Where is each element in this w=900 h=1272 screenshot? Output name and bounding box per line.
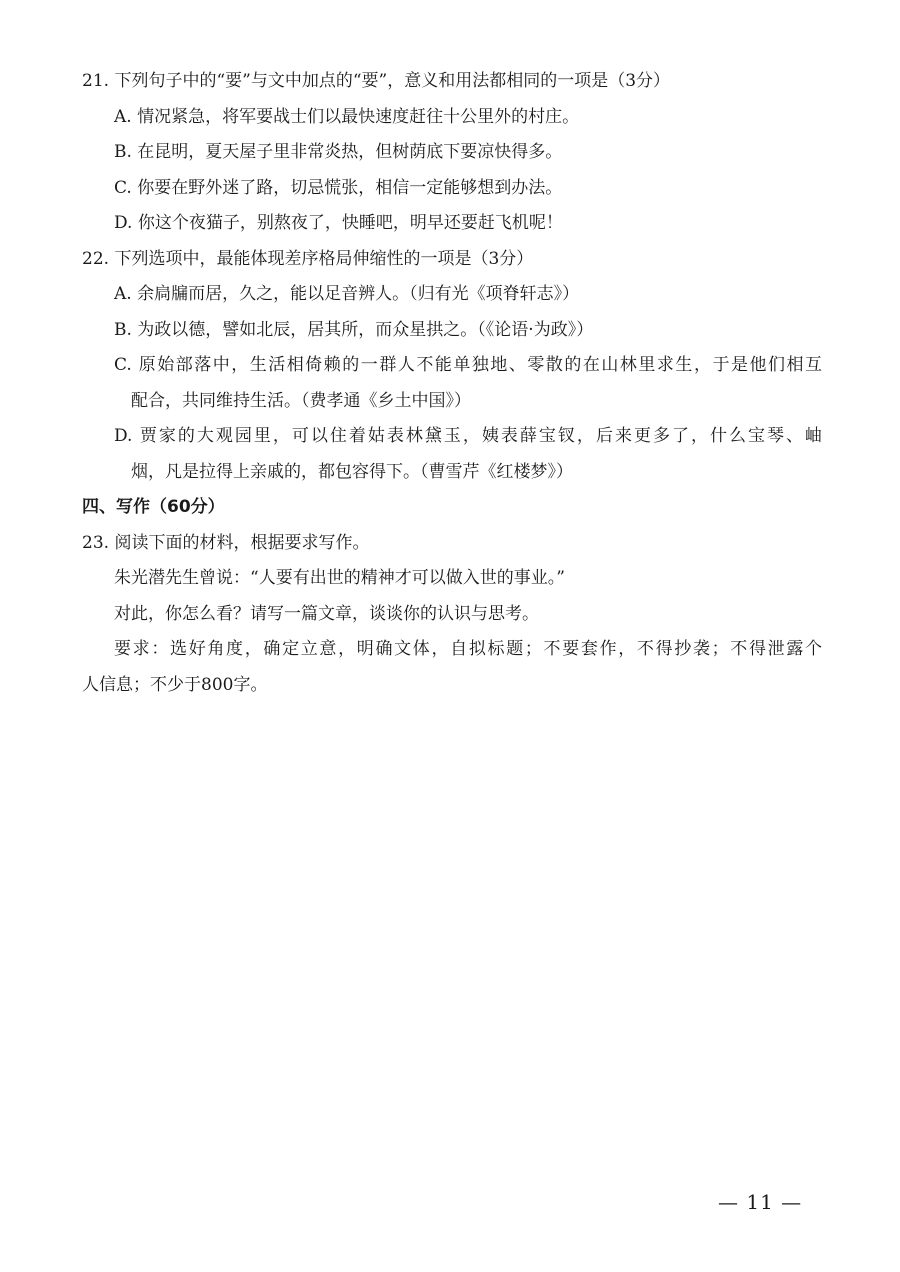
question-23-requirement-line1: 要求：选好角度，确定立意，明确文体，自拟标题；不要套作，不得抄袭；不得泄露个 [114, 639, 822, 659]
exam-page-content [82, 64, 822, 703]
question-21-stem: 21. 下列句子中的“要”与文中加点的“要”，意义和用法都相同的一项是（3分） [82, 71, 671, 91]
question-21-option-c: C. 你要在野外迷了路，切忌慌张，相信一定能够想到办法。 [114, 177, 563, 198]
question-21-option-a: A. 情况紧急，将军要战士们以最快速度赶往十公里外的村庄。 [114, 106, 580, 127]
question-22-stem: 22. 下列选项中，最能体现差序格局伸缩性的一项是（3分） [82, 248, 534, 269]
question-23-quote: 朱光潜先生曾说：“人要有出世的精神才可以做入世的事业。” [114, 568, 565, 588]
question-22-option-a: A. 余扃牖而居，久之，能以足音辨人。（归有光《项脊轩志》） [114, 284, 580, 304]
question-21-option-d: D. 你这个夜猫子，别熬夜了，快睡吧，明早还要赶飞机呢！ [114, 213, 563, 233]
page-number: — 11 — [718, 1190, 803, 1214]
question-22-option-d-line1: D. 贾家的大观园里，可以住着姑表林黛玉，姨表薛宝钗，后来更多了，什么宝琴、岫 [114, 426, 822, 446]
question-21-option-b: B. 在昆明，夏天屋子里非常炎热，但树荫底下要凉快得多。 [114, 142, 563, 162]
question-22-option-c-line1: C. 原始部落中，生活相倚赖的一群人不能单独地、零散的在山林里求生，于是他们相互 [114, 355, 822, 375]
question-22-option-b: B. 为政以德，譬如北辰，居其所，而众星拱之。（《论语·为政》） [114, 319, 594, 340]
question-23-stem: 23. 阅读下面的材料，根据要求写作。 [82, 532, 370, 553]
section-4-heading: 四、写作（60分） [82, 497, 225, 517]
question-23-requirement-line2: 人信息；不少于800字。 [82, 674, 268, 695]
question-22-option-c-line2: 配合，共同维持生活。（费孝通《乡土中国》） [131, 390, 471, 411]
question-23-prompt: 对此，你怎么看？请写一篇文章，谈谈你的认识与思考。 [114, 603, 539, 624]
question-22-option-d-line2: 烟，凡是拉得上亲戚的，都包容得下。（曹雪芹《红楼梦》） [131, 461, 573, 482]
